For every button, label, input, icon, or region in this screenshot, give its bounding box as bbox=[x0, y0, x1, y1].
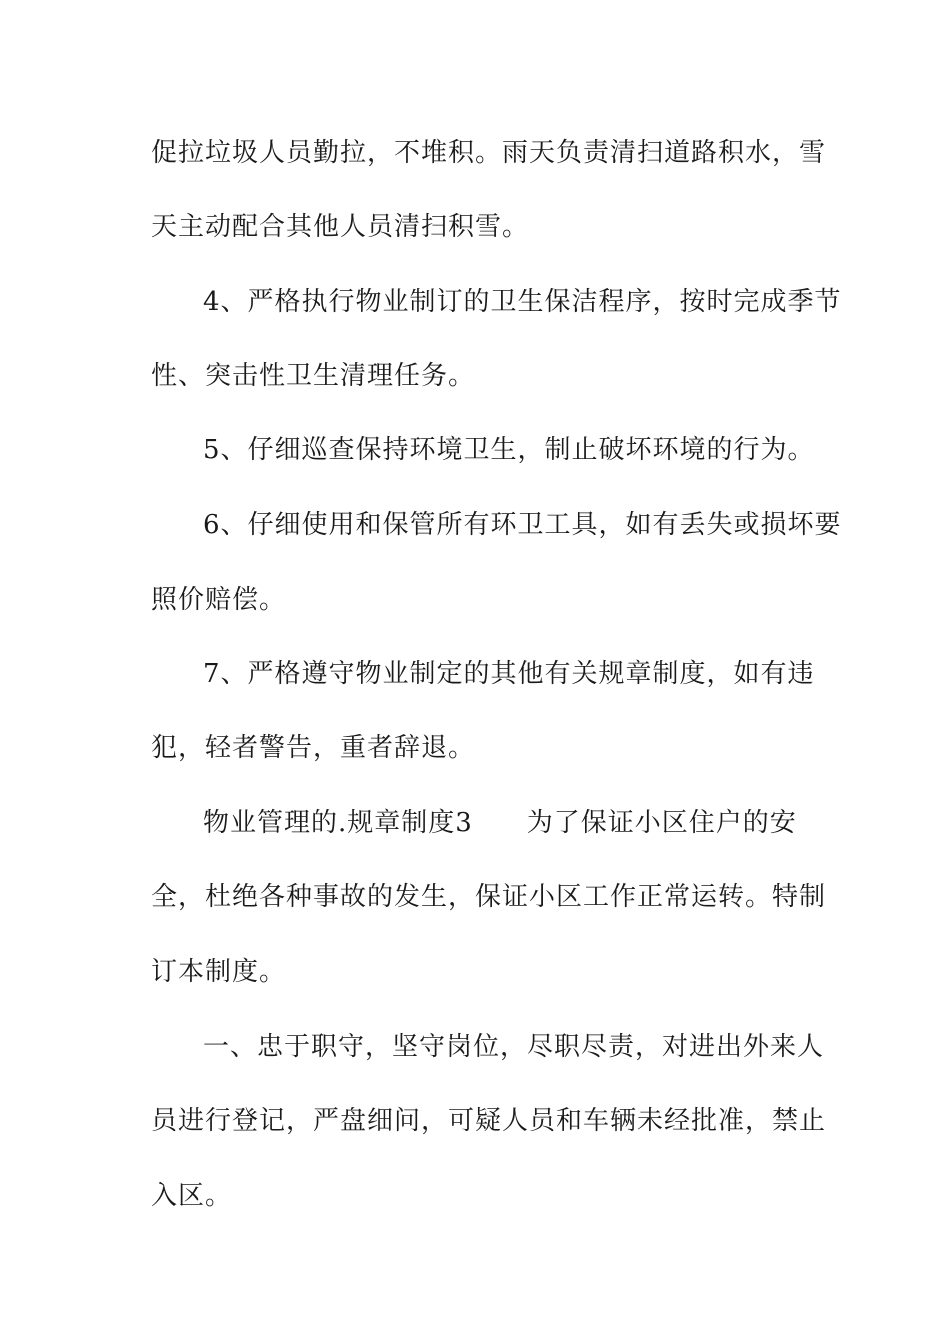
paragraph-line: 6、仔细使用和保管所有环卫工具，如有丢失或损坏要 bbox=[203, 510, 842, 540]
paragraph-line: 7、严格遵守物业制定的其他有关规章制度，如有违 bbox=[203, 659, 815, 689]
paragraph-line: 犯，轻者警告，重者辞退。 bbox=[151, 733, 476, 763]
paragraph-line: 订本制度。 bbox=[151, 957, 287, 987]
paragraph-line: 性、突击性卫生清理任务。 bbox=[151, 361, 476, 391]
paragraph-line: 入区。 bbox=[151, 1181, 233, 1211]
paragraph-line: 4、严格执行物业制订的卫生保洁程序，按时完成季节 bbox=[203, 287, 842, 317]
paragraph-line: 天主动配合其他人员清扫积雪。 bbox=[151, 212, 530, 242]
paragraph-line: 5、仔细巡查保持环境卫生，制止破坏环境的行为。 bbox=[203, 435, 815, 465]
section-heading-line: 物业管理的.规章制度3 为了保证小区住户的安 bbox=[203, 808, 797, 838]
paragraph-line: 员进行登记，严盘细问，可疑人员和车辆未经批准，禁止 bbox=[151, 1106, 827, 1136]
paragraph-line: 促拉垃圾人员勤拉，不堆积。雨天负责清扫道路积水，雪 bbox=[151, 138, 827, 168]
paragraph-line: 全，杜绝各种事故的发生，保证小区工作正常运转。特制 bbox=[151, 882, 827, 912]
paragraph-line: 照价赔偿。 bbox=[151, 585, 287, 615]
paragraph-line: 一、忠于职守，坚守岗位，尽职尽责，对进出外来人 bbox=[203, 1032, 825, 1062]
